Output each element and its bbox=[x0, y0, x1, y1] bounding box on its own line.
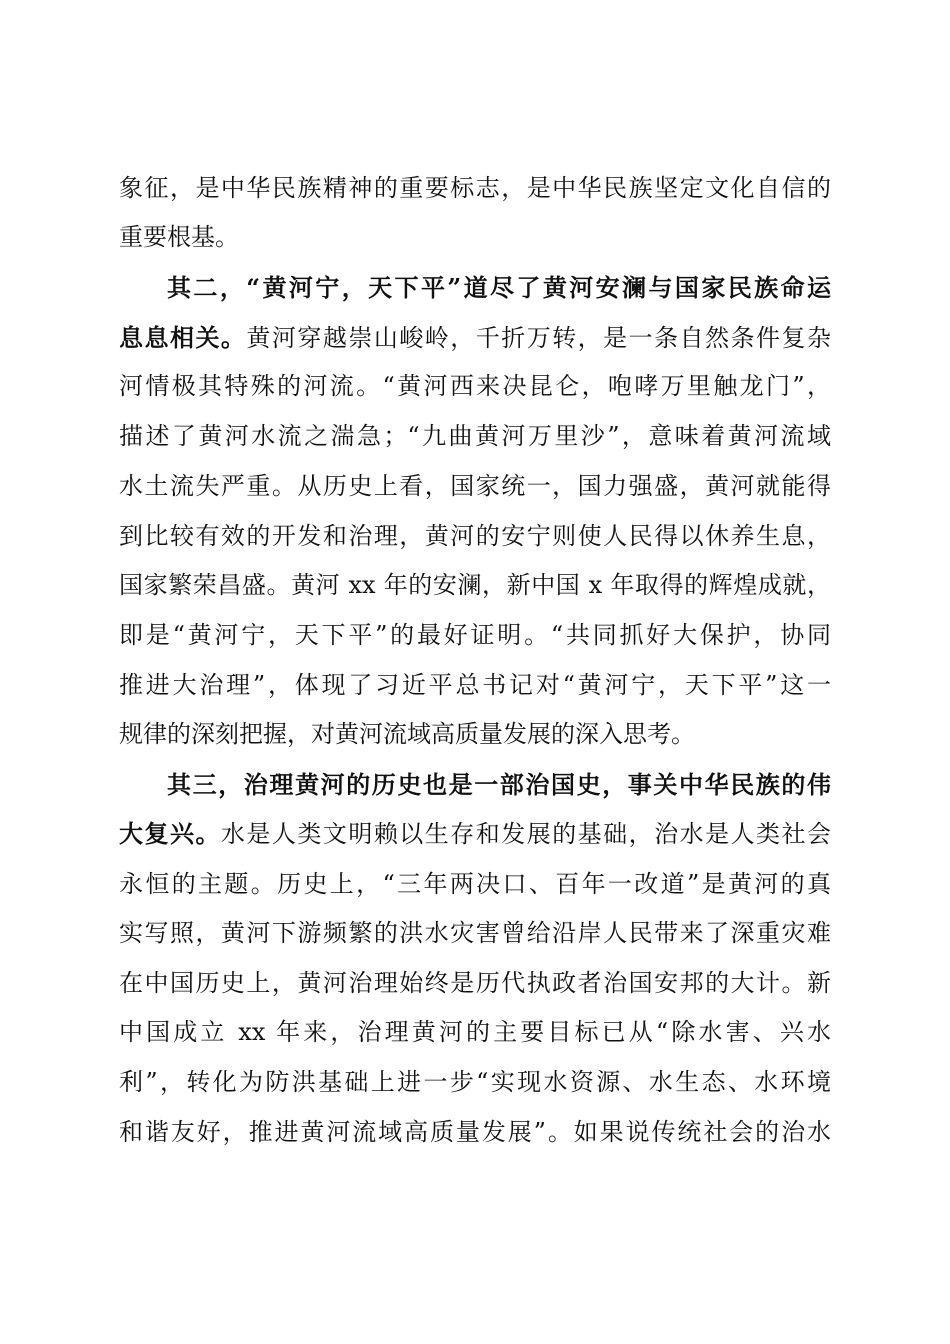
paragraph-3-line-4 bbox=[119, 913, 831, 953]
paragraph-3-line-3 bbox=[119, 864, 831, 904]
paragraph-3-line-1 bbox=[167, 765, 831, 805]
paragraph-2-line-2 bbox=[119, 318, 831, 358]
text-segment: 和谐友好，推进黄河流域高质量发展”。如果说传统社会的治水 bbox=[119, 1118, 831, 1146]
text-segment: 利”，转化为防洪基础上进一步“实现水资源、水生态、水环境 bbox=[119, 1068, 831, 1096]
text-segment: 永恒的主题。历史上，“三年两决口、百年一改道”是黄河的真 bbox=[119, 870, 831, 898]
paragraph-2-line-7 bbox=[119, 565, 831, 605]
paragraph-3-line-5 bbox=[119, 963, 831, 1003]
text-segment: 水土流失严重。从历史上看，国家统一，国力强盛，黄河就能得 bbox=[119, 472, 831, 500]
paragraph-2-line-9 bbox=[119, 665, 831, 705]
bold-heading-segment: 其二，“黄河宁，天下平”道尽了黄河安澜与国家民族命运 bbox=[167, 273, 831, 302]
paragraph-3-line-2 bbox=[119, 814, 831, 854]
bold-heading-segment: 其三，治理黄河的历史也是一部治国史，事关中华民族的伟 bbox=[167, 770, 831, 799]
paragraph-2-line-10 bbox=[119, 714, 831, 754]
paragraph-2-line-3 bbox=[119, 366, 831, 406]
text-segment: 在中国历史上，黄河治理始终是历代执政者治国安邦的大计。新 bbox=[119, 969, 831, 997]
paragraph-1-line-2 bbox=[119, 217, 831, 257]
text-segment: 即是“黄河宁，天下平”的最好证明。“共同抓好大保护，协同 bbox=[119, 621, 831, 649]
text-segment: 推进大治理”，体现了习近平总书记对“黄河宁，天下平”这一 bbox=[119, 671, 831, 699]
text-segment: 国家繁荣昌盛。黄河 xx 年的安澜，新中国 x 年取得的辉煌成就， bbox=[119, 571, 831, 599]
text-segment: 到比较有效的开发和治理，黄河的安宁则使人民得以休养生息， bbox=[119, 522, 831, 550]
paragraph-2-line-4 bbox=[119, 416, 831, 456]
paragraph-1-line-1 bbox=[119, 168, 831, 208]
paragraph-2-line-1 bbox=[167, 268, 831, 308]
text-segment: 象征，是中华民族精神的重要标志，是中华民族坚定文化自信的 bbox=[119, 174, 831, 202]
paragraph-2-line-5 bbox=[119, 466, 831, 506]
paragraph-2-line-6 bbox=[119, 516, 831, 556]
text-segment: 实写照，黄河下游频繁的洪水灾害曾给沿岸人民带来了深重灾难 bbox=[119, 919, 831, 947]
text-segment: 重要根基。 bbox=[119, 223, 239, 251]
paragraph-3-line-6 bbox=[119, 1012, 831, 1052]
text-segment: 描述了黄河水流之湍急；“九曲黄河万里沙”，意味着黄河流域 bbox=[119, 422, 831, 450]
text-segment: 河情极其特殊的河流。“黄河西来决昆仑，咆哮万里触龙门”， bbox=[119, 372, 831, 400]
text-segment: 黄河穿越崇山峻岭，千折万转，是一条自然条件复杂 bbox=[246, 324, 832, 352]
paragraph-3-line-7 bbox=[119, 1062, 831, 1102]
text-segment: 水是人类文明赖以生存和发展的基础，治水是人类社会 bbox=[220, 820, 832, 848]
bold-heading-segment: 大复兴。 bbox=[119, 819, 221, 848]
paragraph-3-line-8 bbox=[119, 1112, 831, 1152]
text-segment: 中国成立 xx 年来，治理黄河的主要目标已从“除水害、兴水 bbox=[119, 1018, 831, 1046]
paragraph-2-line-8 bbox=[119, 615, 831, 655]
text-segment: 规律的深刻把握，对黄河流域高质量发展的深入思考。 bbox=[119, 720, 695, 748]
bold-heading-segment: 息息相关。 bbox=[119, 323, 247, 352]
